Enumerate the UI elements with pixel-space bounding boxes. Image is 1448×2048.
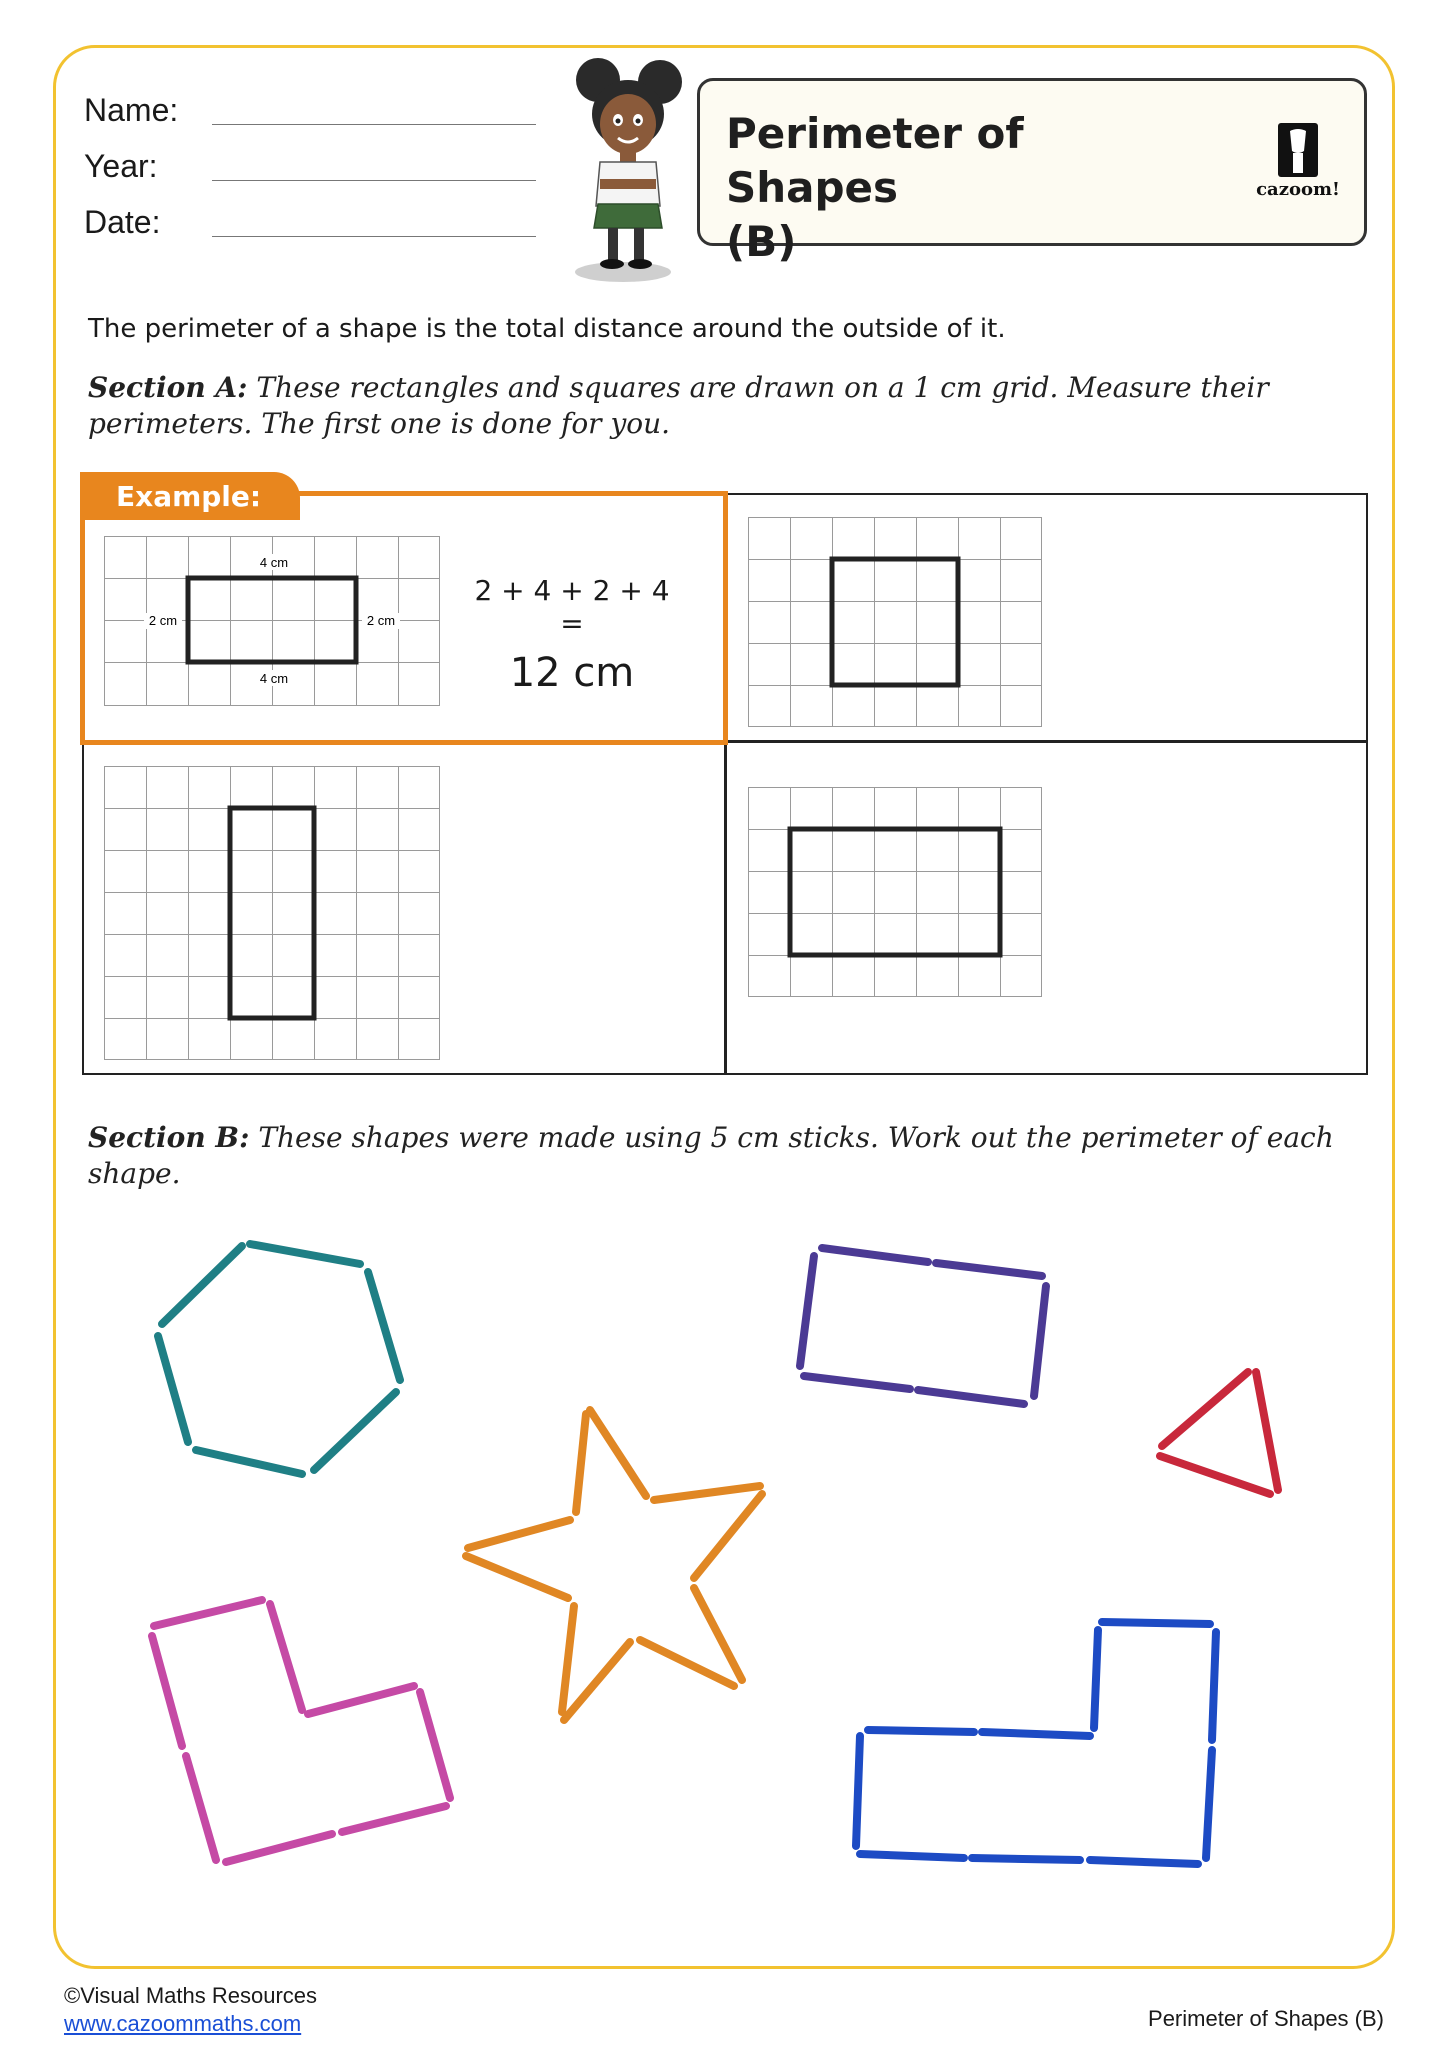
date-line[interactable] — [212, 236, 536, 237]
triangle-shape — [1160, 1372, 1278, 1494]
pink-l-shape — [152, 1600, 450, 1862]
wide-rectangle-shape — [790, 829, 1000, 955]
stick-rectangle-shape — [800, 1248, 1046, 1404]
example-top-label: 4 cm — [259, 555, 289, 570]
intro-text: The perimeter of a shape is the total distance around the outside of it. — [88, 314, 1006, 344]
example-right-label: 2 cm — [366, 613, 396, 628]
title-box — [697, 78, 1367, 266]
hexagon-shape — [158, 1244, 400, 1474]
stick-shapes — [0, 1140, 1448, 1900]
name-line[interactable] — [212, 124, 536, 125]
name-label: Name: — [84, 92, 179, 128]
tall-rectangle-grid — [104, 766, 440, 1060]
square-grid — [748, 517, 1042, 727]
footer-website-link[interactable]: www.cazoommaths.com — [64, 2011, 302, 2036]
title-line-2: (B) — [726, 217, 797, 266]
example-sum: 2 + 4 + 2 + 4 = — [474, 574, 670, 640]
title-line-1: Perimeter of Shapes — [726, 109, 1024, 212]
section-a-heading — [88, 370, 1368, 442]
example-answer: 12 cm — [509, 650, 635, 696]
example-bottom-label: 4 cm — [259, 671, 289, 686]
student-character-illustration — [548, 56, 698, 286]
page-title — [726, 107, 1186, 269]
example-label: Example: — [116, 480, 262, 513]
logo-text: cazoom! — [1256, 179, 1340, 200]
footer-title: Perimeter of Shapes (B) — [1148, 2006, 1384, 2031]
section-b-text: These shapes were made using 5 cm sticks. Work out the perimeter of each shape. — [88, 1121, 1334, 1190]
footer-left — [64, 1982, 317, 2038]
footer-copyright: ©Visual Maths Resources — [64, 1983, 318, 2008]
section-b-label: Section B: — [88, 1121, 250, 1154]
year-line[interactable] — [212, 180, 536, 181]
date-label: Date: — [84, 204, 161, 240]
star-shape — [466, 1410, 762, 1720]
section-a-text: These rectangles and squares are drawn on a 1 cm grid. Measure their perimeters. The first one is done for you. — [88, 371, 1269, 440]
example-grid — [104, 536, 440, 706]
example-tab — [80, 472, 300, 520]
section-a-label: Section A: — [88, 371, 248, 404]
year-label: Year: — [84, 148, 158, 184]
cazoom-logo-icon — [1248, 121, 1348, 181]
cazoom-logo — [1248, 121, 1348, 211]
example-left-label: 2 cm — [148, 613, 178, 628]
wide-rectangle-grid — [748, 787, 1042, 997]
square-shape — [832, 559, 958, 685]
blue-l-shape — [856, 1622, 1216, 1864]
example-calculation — [472, 574, 672, 696]
